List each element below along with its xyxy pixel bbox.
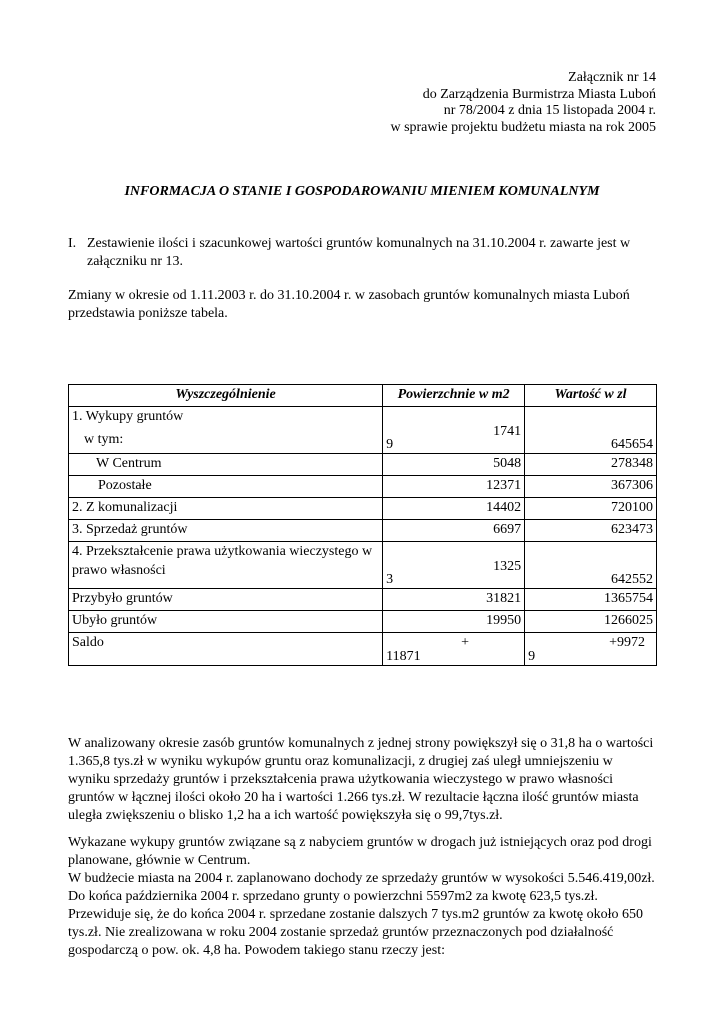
table-row: [69, 542, 657, 589]
header-line: w sprawie projektu budżetu miasta na rok 2005: [390, 119, 656, 135]
row-label: Pozostałe: [69, 476, 383, 498]
document-title: INFORMACJA O STANIE I GOSPODAROWANIU MIENIEM KOMUNALNYM: [124, 184, 600, 199]
purchases-paragraph: Wykazane wykupy gruntów związane są z nabyciem gruntów w drogach już istniejących oraz pod drogi planowane, głównie w Centrum.: [68, 835, 652, 868]
value-wrap: 9: [528, 649, 536, 664]
header-line: Załącznik nr 14: [568, 70, 656, 85]
section-number: I.: [68, 236, 77, 251]
section-1: [68, 235, 658, 271]
row-label: Ubyło gruntów: [69, 611, 383, 633]
value: 645654: [611, 437, 653, 452]
section-text: Zestawienie ilości i szacunkowej wartości gruntów komunalnych na 31.10.2004 r. zawarte jest w załączniku nr 13.: [87, 236, 631, 269]
area-value: 1741: [493, 424, 522, 439]
value: +9972: [609, 635, 645, 650]
row-label: 1. Wykupy gruntów: [72, 409, 184, 424]
area-value: 5048: [383, 454, 525, 476]
area-value: 31821: [383, 589, 525, 611]
area-value: 6697: [383, 520, 525, 542]
header-line: nr 78/2004 z dnia 15 listopada 2004 r.: [443, 103, 656, 118]
area-sign: +: [461, 635, 470, 650]
sales-paragraph: W budżecie miasta na 2004 r. zaplanowano dochody ze sprzedaży gruntów w wysokości 5.546.419,00zł. Do końca października 2004 r. sprzedano grunty o powierzchni 5597m2 za kwotę 623,5 tys.zł. Przewiduje się, że do końca 2004 r. sprzedane zostanie dalszych 7 tys.m2 gruntów za kwotę około 650 tys.zł. Nie zrealizowana w roku 2004 zostanie sprzedaż gruntów przeznaczonych pod działalność gospodarczą o pow. ok. 4,8 ha. Powodem takiego stanu rzeczy jest:: [68, 871, 655, 958]
land-changes-table: [68, 384, 657, 666]
row-sublabel: w tym:: [84, 432, 124, 447]
value: 278348: [525, 454, 657, 476]
value: 720100: [525, 498, 657, 520]
row-label: W Centrum: [69, 454, 383, 476]
column-header: Powierzchnie w m2: [383, 385, 525, 407]
value: 623473: [525, 520, 657, 542]
area-value: 14402: [383, 498, 525, 520]
document-header: [390, 70, 656, 136]
table-row: [69, 407, 657, 454]
table-row: [69, 476, 657, 498]
row-label: Saldo: [69, 633, 383, 666]
table-row: [69, 611, 657, 633]
table-row: [69, 520, 657, 542]
column-header: Wartość w zl: [525, 385, 657, 407]
value: 642552: [611, 572, 653, 587]
intro-paragraph: Zmiany w okresie od 1.11.2003 r. do 31.10.2004 r. w zasobach gruntów komunalnych miasta Luboń przedstawia poniższe tabela.: [68, 288, 630, 321]
area-value: 12371: [383, 476, 525, 498]
row-label: Przybyło gruntów: [69, 589, 383, 611]
table-row: [69, 454, 657, 476]
table-header-row: [69, 385, 657, 407]
area-value-wrap: 9: [386, 437, 394, 452]
value: 1266025: [525, 611, 657, 633]
value: 367306: [525, 476, 657, 498]
table-row: [69, 633, 657, 666]
column-header: Wyszczególnienie: [69, 385, 383, 407]
table-row: [69, 589, 657, 611]
area-value: 19950: [383, 611, 525, 633]
row-label: 2. Z komunalizacji: [69, 498, 383, 520]
value: 1365754: [525, 589, 657, 611]
row-label: 3. Sprzedaż gruntów: [69, 520, 383, 542]
area-value: 1325: [493, 559, 522, 574]
row-label: 4. Przekształcenie prawa użytkowania wieczystego w prawo własności: [69, 542, 383, 589]
table-row: [69, 498, 657, 520]
header-line: do Zarządzenia Burmistrza Miasta Luboń: [422, 86, 656, 102]
area-value-wrap: 3: [386, 572, 394, 587]
analysis-paragraph: W analizowany okresie zasób gruntów komunalnych z jednej strony powiększył się o 31,8 ha o wartości 1.365,8 tys.zł w wyniku wykupów gruntu oraz komunalizacji, z drugiej zaś uległ umniejszeniu w wyniku sprzedaży gruntów i przekształcenia prawa użytkowania wieczystego w prawo własności gruntów w łącznej ilości około 20 ha i wartości 1.266 tys.zł. W rezultacie łączna ilość gruntów miasta uległa zwiększeniu o blisko 1,2 ha a ich wartość powiększyła się o 99,7tys.zł.: [68, 736, 654, 823]
area-value: 11871: [386, 649, 421, 664]
